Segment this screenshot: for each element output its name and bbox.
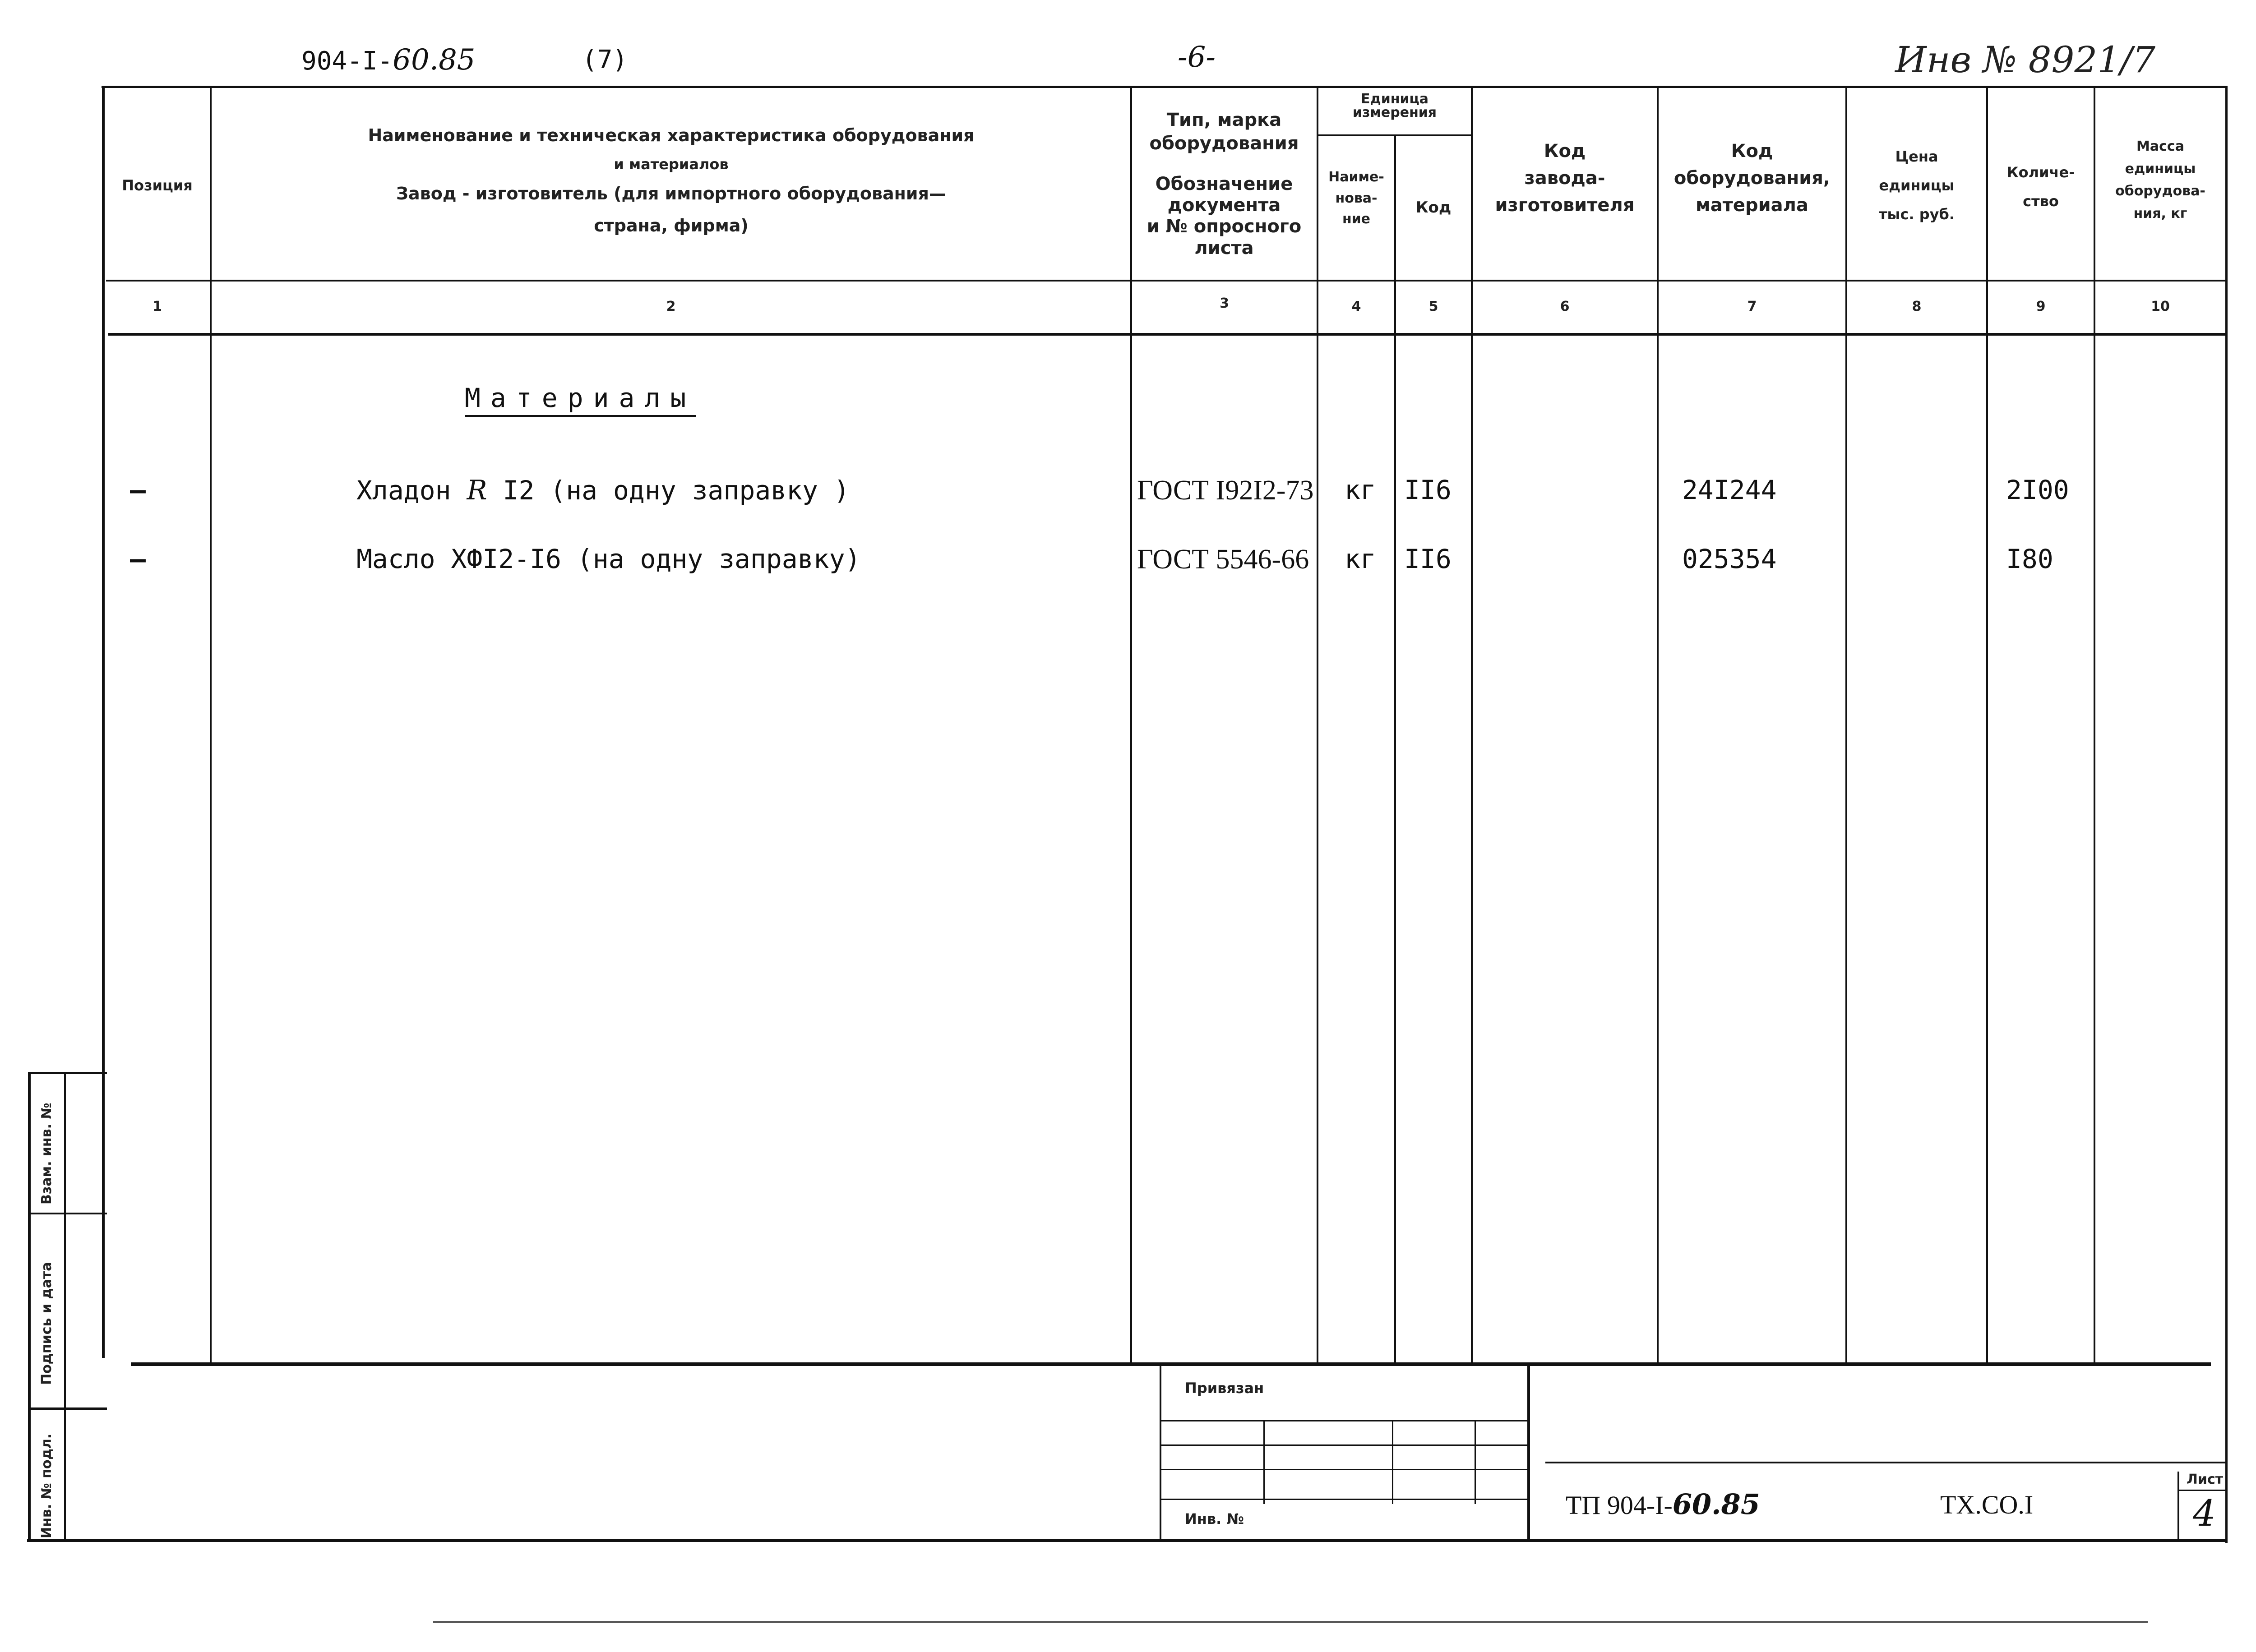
header-price-line-3: тыс. руб. <box>1878 206 1955 223</box>
header-doc-line-3: и № опросного <box>1146 216 1302 237</box>
header-doc-line-4: листа <box>1194 237 1254 258</box>
header-doc-line-2: документа <box>1167 195 1281 216</box>
header-quantity-line-1: Количе- <box>2006 164 2075 181</box>
header-position-text: Позиция <box>122 177 193 194</box>
doc-code-handwritten: 60.85 <box>393 43 476 77</box>
project-code <box>1566 1488 1760 1521</box>
bound-box-row-4 <box>1161 1499 1527 1500</box>
row-equip-code: 025354 <box>1682 544 1777 574</box>
header-quantity-line-2: ство <box>2023 193 2059 210</box>
header-position <box>105 175 210 196</box>
row-name-text: Масло ХФI2-I6 (на одну заправку) <box>356 544 861 574</box>
col-sep-8 <box>1986 86 1988 1362</box>
row-quantity: I80 <box>2006 544 2053 574</box>
header-name <box>212 120 1130 241</box>
bound-box-row-2 <box>1161 1444 1527 1446</box>
header-type-line-2: оборудования <box>1149 133 1299 154</box>
frame-left-border <box>102 86 105 1358</box>
col-number-6: 6 <box>1560 299 1570 314</box>
col-sep-1 <box>210 86 212 1362</box>
inventory-number: Инв № 8921/7 <box>1895 39 2156 81</box>
header-mass-line-2: единицы <box>2125 161 2196 177</box>
doc-code <box>301 43 476 77</box>
col-number-10: 10 <box>2151 299 2170 314</box>
row-quantity: 2I00 <box>2006 475 2069 505</box>
header-name-line-3: Завод - изготовитель (для импортного оборудования— <box>396 184 946 204</box>
sheet-label: Лист <box>2187 1472 2224 1487</box>
side-stamp-mid <box>64 1072 66 1541</box>
header-unit-name-line-3: ние <box>1342 211 1371 227</box>
row-name-text: Хладон <box>356 475 467 506</box>
header-unit-name-line-1: Наиме- <box>1328 169 1384 185</box>
col-number-1: 1 <box>153 299 162 314</box>
side-label-original-inv: Инв. № подл. <box>39 1433 55 1538</box>
header-name-line-2: и материалов <box>614 156 729 173</box>
header-name-line-1: Наименование и техническая характеристика оборудования <box>368 125 975 145</box>
sheet-number: 4 <box>2193 1492 2216 1534</box>
header-doc-line-1: Обозначение <box>1155 174 1293 194</box>
header-mass <box>2095 135 2225 225</box>
col-number-2: 2 <box>666 299 676 314</box>
title-block-top-line <box>131 1362 2211 1366</box>
header-quantity <box>1988 158 2094 216</box>
bound-box-right <box>1527 1366 1530 1539</box>
header-unit-group-line-1: Единица <box>1361 91 1428 107</box>
sheet-box-divider <box>2177 1490 2226 1491</box>
side-stamp-div-1 <box>28 1213 107 1214</box>
frame-top-border <box>102 86 2227 88</box>
row-name <box>356 544 860 574</box>
header-unit-name-line-2: нова- <box>1335 190 1378 206</box>
sheet-in-set: (7) <box>582 45 628 74</box>
header-bottom-line <box>106 280 2227 281</box>
header-type-line-1: Тип, марка <box>1166 110 1282 130</box>
side-label-replace-inv: Взам. инв. № <box>39 1103 55 1204</box>
bound-label: Привязан <box>1185 1380 1264 1397</box>
header-type <box>1132 108 1317 155</box>
bound-box-left <box>1160 1366 1161 1539</box>
project-code-handwritten: 60.85 <box>1672 1488 1760 1521</box>
unit-group-subline <box>1317 134 1473 136</box>
side-stamp-div-2 <box>28 1407 107 1410</box>
header-unit-name <box>1318 167 1394 230</box>
side-label-signature-date: Подпись и дата <box>39 1262 55 1385</box>
col-number-3: 3 <box>1220 295 1229 311</box>
col-number-7: 7 <box>1747 299 1757 314</box>
colnum-bottom-line <box>108 333 2227 336</box>
col-sep-3 <box>1317 86 1318 1362</box>
sheet-box-left <box>2177 1472 2179 1539</box>
row-unit-code: II6 <box>1404 475 1452 505</box>
header-equip-code-line-2: оборудования, <box>1674 168 1831 189</box>
bound-box-col-2 <box>1392 1420 1393 1504</box>
header-unit-code <box>1396 197 1471 219</box>
header-maker-code-line-1: Код <box>1544 141 1586 162</box>
frame-bottom-line <box>27 1539 2228 1542</box>
bound-box-row-1 <box>1161 1420 1527 1421</box>
header-equip-code <box>1659 138 1845 219</box>
row-name-rest: I2 (на одну заправку ) <box>487 475 850 506</box>
col-number-5: 5 <box>1428 299 1438 314</box>
col-number-9: 9 <box>2036 299 2046 314</box>
bound-box-col-1 <box>1263 1420 1265 1504</box>
col-sep-4 <box>1394 135 1396 1362</box>
col-sep-7 <box>1845 86 1847 1362</box>
col-sep-2 <box>1130 86 1132 1362</box>
header-maker-code-line-3: изготовителя <box>1495 195 1635 216</box>
col-sep-9 <box>2094 86 2095 1362</box>
drawing-code: ТХ.СО.I <box>1940 1490 2034 1519</box>
doc-code-printed: 904-I- <box>301 46 393 76</box>
row-doc: ГОСТ I92I2-73 <box>1137 475 1314 506</box>
header-name-line-4: страна, фирма) <box>594 215 749 235</box>
header-price <box>1847 142 1986 229</box>
header-price-line-1: Цена <box>1895 148 1938 165</box>
frame-right-border <box>2225 86 2228 1543</box>
row-unit-code: II6 <box>1404 544 1452 574</box>
row-doc: ГОСТ 5546-66 <box>1137 544 1309 575</box>
bound-box-row-3 <box>1161 1469 1527 1470</box>
header-mass-line-1: Масса <box>2136 138 2184 154</box>
col-sep-5 <box>1471 86 1473 1362</box>
section-title: Материалы <box>465 383 696 417</box>
row-position: – <box>130 475 146 505</box>
header-equip-code-line-1: Код <box>1731 141 1773 162</box>
page-bottom-edge <box>433 1621 2148 1623</box>
col-number-4: 4 <box>1351 299 1361 314</box>
stamp-inner-line <box>1545 1462 2227 1463</box>
header-maker-code <box>1473 138 1657 219</box>
row-unit: кг <box>1345 475 1376 505</box>
row-unit: кг <box>1345 544 1376 574</box>
row-name-handwritten: R <box>467 475 487 506</box>
page-number: -6- <box>1178 41 1216 74</box>
bound-box-col-3 <box>1475 1420 1476 1504</box>
header-doc <box>1132 174 1317 259</box>
inv-label: Инв. № <box>1185 1510 1244 1527</box>
header-unit-group-line-2: измерения <box>1352 105 1437 120</box>
col-number-8: 8 <box>1912 299 1922 314</box>
header-unit-group <box>1318 92 1471 120</box>
header-mass-line-4: ния, кг <box>2133 205 2187 221</box>
row-position: – <box>130 544 146 574</box>
row-equip-code: 24I244 <box>1682 475 1777 505</box>
header-price-line-2: единицы <box>1879 177 1955 194</box>
side-stamp-left <box>28 1072 31 1541</box>
header-unit-code-text: Код <box>1415 198 1452 217</box>
header-equip-code-line-3: материала <box>1696 195 1808 216</box>
col-sep-6 <box>1657 86 1659 1362</box>
header-mass-line-3: оборудова- <box>2115 183 2205 199</box>
project-code-text: ТП 904-I- <box>1566 1490 1673 1520</box>
header-maker-code-line-2: завода- <box>1524 168 1605 189</box>
row-name <box>356 475 850 506</box>
side-stamp-top <box>28 1072 107 1074</box>
